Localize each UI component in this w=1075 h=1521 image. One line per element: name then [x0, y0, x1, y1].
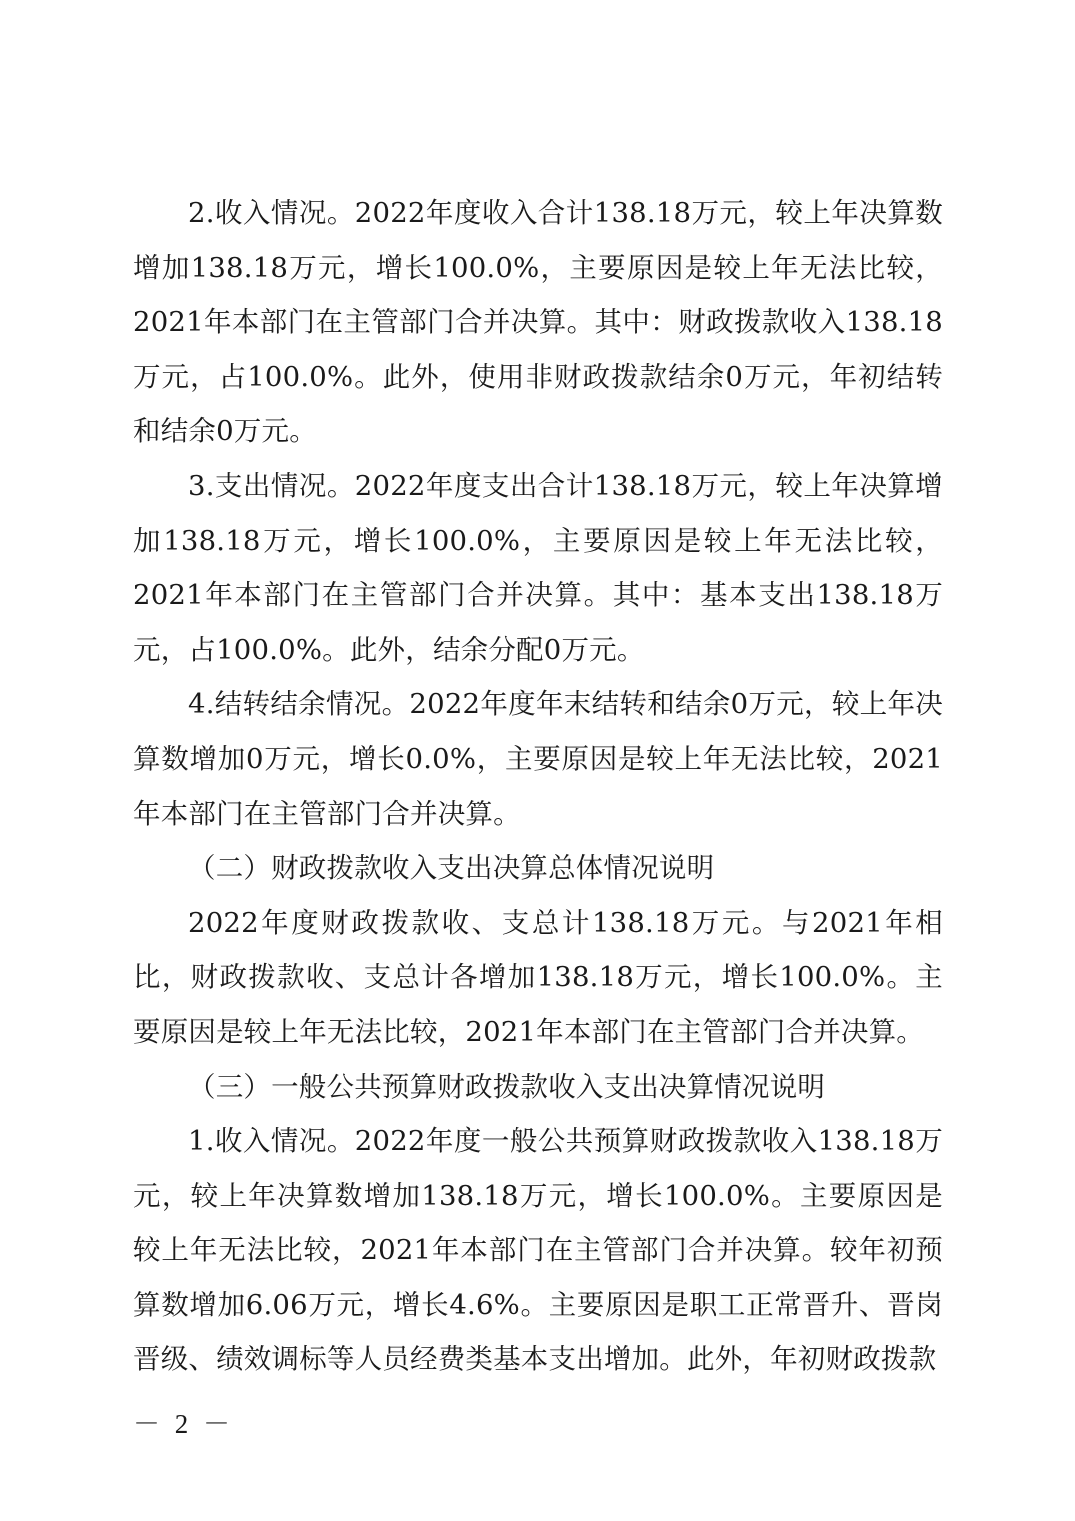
section-heading-2: （二）财政拨款收入支出决算总体情况说明: [188, 852, 715, 885]
paragraph-carryover: 4.结转结余情况。2022年度年末结转和结余0万元，较上年决算数增加0万元，增长0.0%，主要原因是较上年无法比较，2021年本部门在主管部门合并决算。: [133, 688, 943, 830]
page-number: － 2 －: [133, 1409, 234, 1439]
paragraph-general-income: 1.收入情况。2022年度一般公共预算财政拨款收入138.18万元，较上年决算数增加138.18万元，增长100.0%。主要原因是较上年无法比较，2021年本部门在主管部门合并决算。较年初预算数增加6.06万元，增长4.6%。主要原因是职工正常晋升、晋岗晋级、绩效调标等人员经费类基本支出增加。此外，年初财政拨款: [133, 1125, 943, 1376]
document-body: [133, 186, 943, 1387]
paragraph-fiscal-total: 2022年度财政拨款收、支总计138.18万元。与2021年相比，财政拨款收、支总计各增加138.18万元，增长100.0%。主要原因是较上年无法比较，2021年本部门在主管部门合并决算。: [133, 906, 943, 1048]
section-heading-3: （三）一般公共预算财政拨款收入支出决算情况说明: [188, 1070, 826, 1103]
paragraph-expenditure: 3.支出情况。2022年度支出合计138.18万元，较上年决算增加138.18万元，增长100.0%，主要原因是较上年无法比较，2021年本部门在主管部门合并决算。其中：基本支出138.18万元，占100.0%。此外，结余分配0万元。: [133, 469, 943, 666]
paragraph-income: 2.收入情况。2022年度收入合计138.18万元，较上年决算数增加138.18万元，增长100.0%，主要原因是较上年无法比较，2021年本部门在主管部门合并决算。其中：财政拨款收入138.18万元，占100.0%。此外，使用非财政拨款结余0万元，年初结转和结余0万元。: [133, 197, 943, 448]
